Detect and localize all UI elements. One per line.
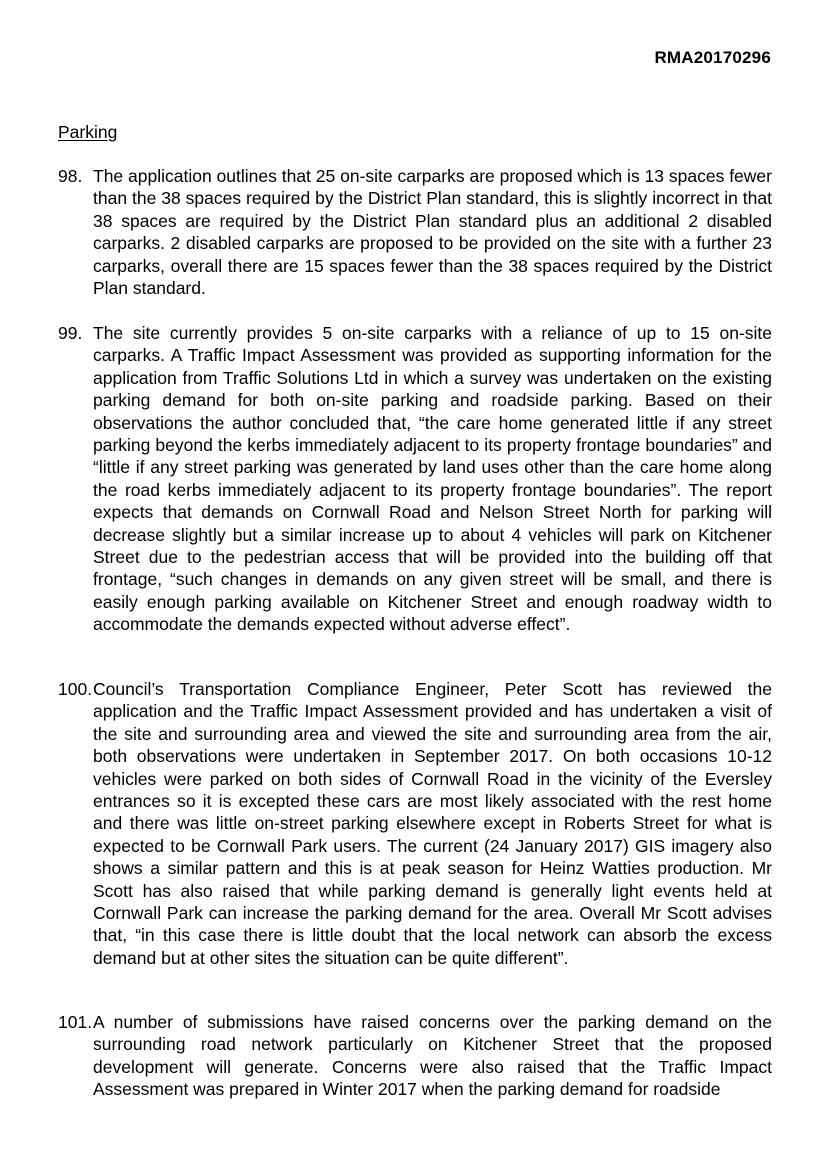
paragraph-number: 101. [58, 1012, 93, 1032]
paragraph-100 [58, 678, 772, 969]
section-heading: Parking [58, 122, 118, 142]
document-reference: RMA20170296 [654, 48, 771, 67]
paragraph-number: 99. [58, 323, 83, 343]
paragraph-number: 98. [58, 166, 83, 186]
paragraph-98 [58, 165, 772, 299]
paragraph-99 [58, 322, 772, 636]
paragraph-text: Council’s Transportation Compliance Engineer, Peter Scott has reviewed the application and the Traffic Impact Assessment provided and has undertaken a visit of the site and surrounding area and viewed the site and surrounding area from the air, both observations were undertaken in September 2017. On both occasions 10-12 vehicles were parked on both sides of Cornwall Road in the vicinity of the Eversley entrances so it is excepted these cars are most likely associated with the rest home and there was little on-street parking elsewhere except in Roberts Street for what is expected to be Cornwall Park users. The current (24 January 2017) GIS imagery also shows a similar pattern and this is at peak season for Heinz Watties production. Mr Scott has also raised that while parking demand is generally light events held at Cornwall Park can increase the parking demand for the area. Overall Mr Scott advises that, “in this case there is little doubt that the local network can absorb the excess demand but at other sites the situation can be quite different”. [93, 679, 772, 968]
paragraph-text: The site currently provides 5 on-site carparks with a reliance of up to 15 on-site carparks. A Traffic Impact Assessment was provided as supporting information for the application from Traffic Solutions Ltd in which a survey was undertaken on the existing parking demand for both on-site parking and roadside parking. Based on their observations the author concluded that, “the care home generated little if any street parking beyond the kerbs immediately adjacent to its property frontage boundaries” and “little if any street parking was generated by land uses other than the care home along the road kerbs immediately adjacent to its property frontage boundaries”. The report expects that demands on Cornwall Road and Nelson Street North for parking will decrease slightly but a similar increase up to about 4 vehicles will park on Kitchener Street due to the pedestrian access that will be provided into the building off that frontage, “such changes in demands on any given street will be small, and there is easily enough parking available on Kitchener Street and enough roadway width to accommodate the demands expected without adverse effect”. [93, 323, 772, 635]
paragraph-number: 100. [58, 679, 93, 699]
paragraph-text: The application outlines that 25 on-site carparks are proposed which is 13 spaces fewer than the 38 spaces required by the District Plan standard, this is slightly incorrect in that 38 spaces are required by the District Plan standard plus an additional 2 disabled carparks. 2 disabled carparks are proposed to be provided on the site with a further 23 carparks, overall there are 15 spaces fewer than the 38 spaces required by the District Plan standard. [93, 166, 772, 299]
paragraph-101 [58, 1011, 772, 1101]
paragraph-text: A number of submissions have raised concerns over the parking demand on the surrounding road network particularly on Kitchener Street that the proposed development will generate. Concerns were also raised that the Traffic Impact Assessment was prepared in Winter 2017 when the parking demand for roadside [93, 1012, 772, 1100]
